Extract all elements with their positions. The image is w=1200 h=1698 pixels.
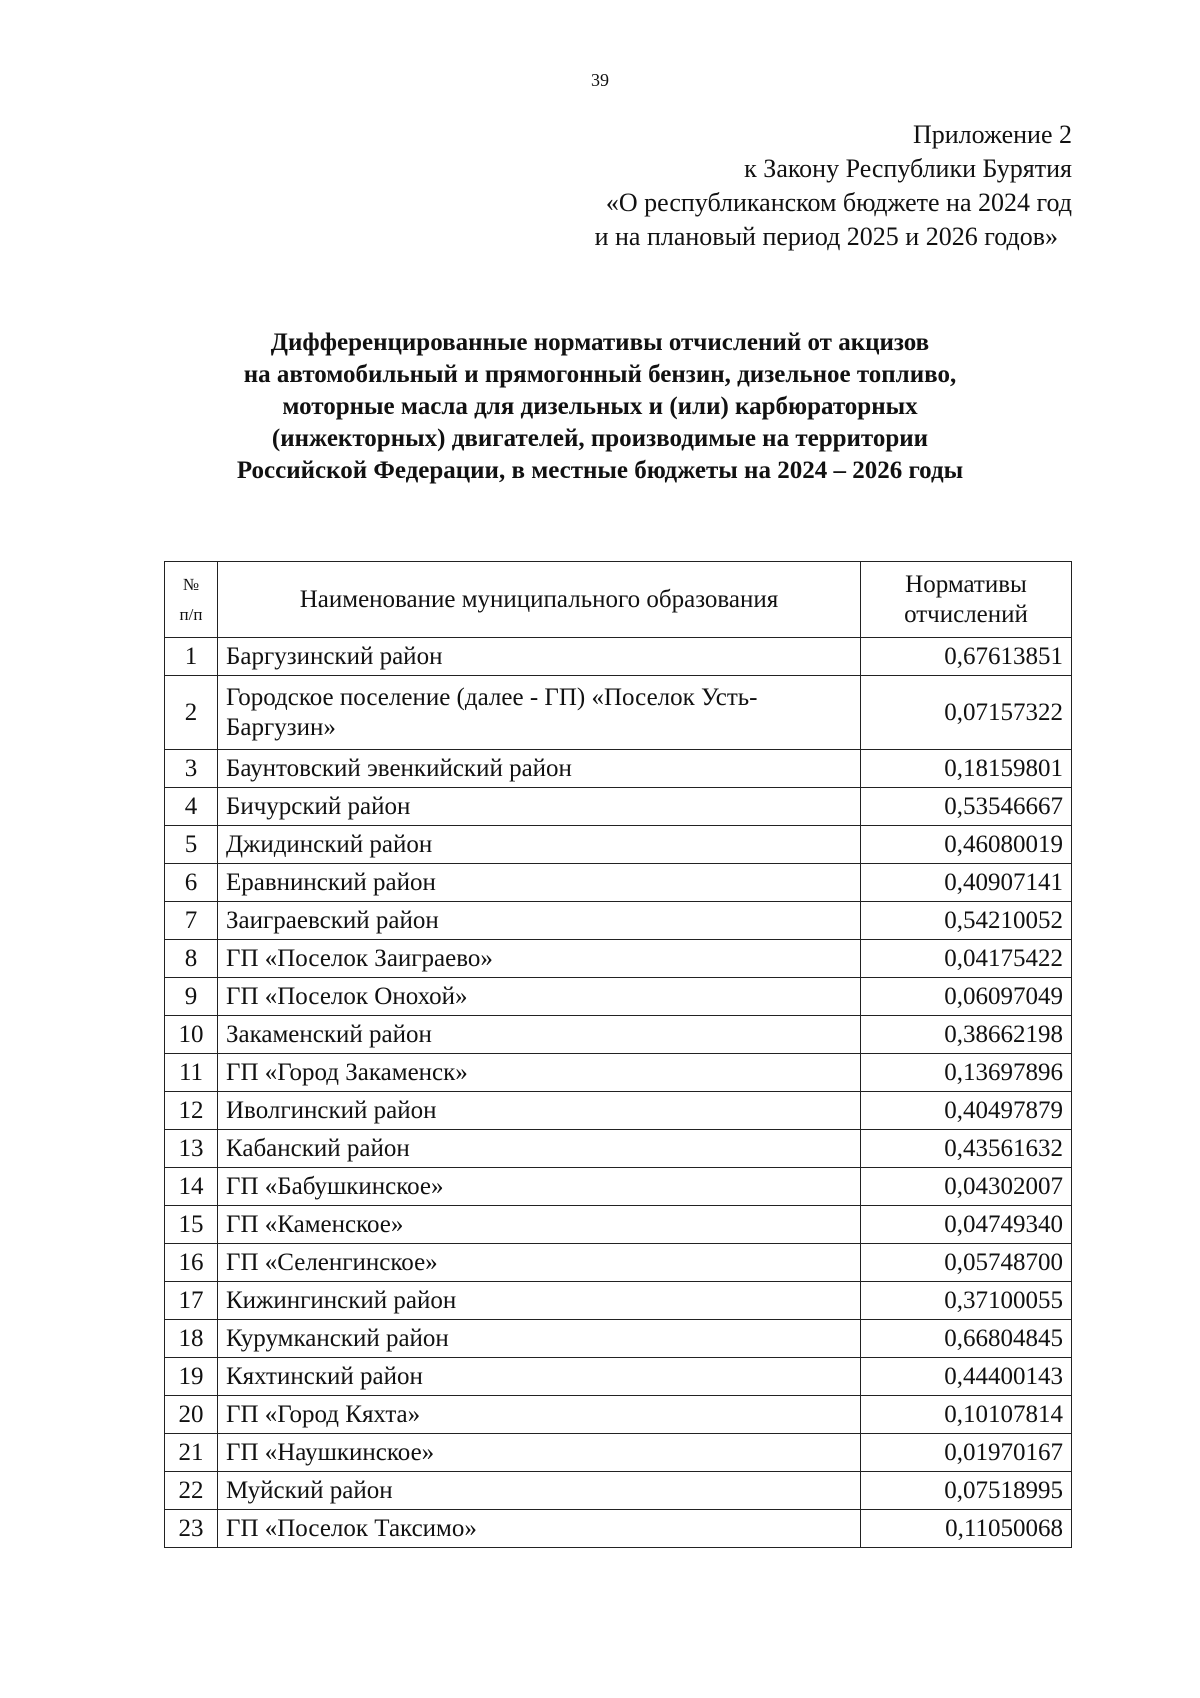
row-name: Закаменский район bbox=[218, 1016, 861, 1054]
table-row bbox=[165, 978, 1072, 1016]
row-number: 5 bbox=[165, 826, 218, 864]
row-name: Курумканский район bbox=[218, 1320, 861, 1358]
appendix-line: и на плановый период 2025 и 2026 годов» bbox=[594, 222, 1058, 251]
row-name: Кижингинский район bbox=[218, 1282, 861, 1320]
title-line: моторные масла для дизельных и (или) карбюраторных bbox=[282, 393, 918, 420]
table-row bbox=[165, 1054, 1072, 1092]
row-value: 0,11050068 bbox=[861, 1510, 1072, 1548]
row-value: 0,04175422 bbox=[861, 940, 1072, 978]
row-number: 15 bbox=[165, 1206, 218, 1244]
row-name: ГП «Селенгинское» bbox=[218, 1244, 861, 1282]
row-value: 0,05748700 bbox=[861, 1244, 1072, 1282]
row-number: 10 bbox=[165, 1016, 218, 1054]
page-number: 39 bbox=[591, 70, 609, 90]
row-name: Муйский район bbox=[218, 1472, 861, 1510]
row-name: Джидинский район bbox=[218, 826, 861, 864]
row-number: 12 bbox=[165, 1092, 218, 1130]
table-row bbox=[165, 788, 1072, 826]
row-name: ГП «Наушкинское» bbox=[218, 1434, 861, 1472]
table-row bbox=[165, 1130, 1072, 1168]
row-name: Бичурский район bbox=[218, 788, 861, 826]
row-number: 21 bbox=[165, 1434, 218, 1472]
row-number: 14 bbox=[165, 1168, 218, 1206]
row-value: 0,66804845 bbox=[861, 1320, 1072, 1358]
header-name: Наименование муниципального образования bbox=[218, 562, 861, 638]
row-value: 0,07157322 bbox=[861, 676, 1072, 750]
title-line: (инжекторных) двигателей, производимые на территории bbox=[271, 425, 929, 452]
header-number-symbol: № bbox=[182, 574, 200, 594]
table-row bbox=[165, 1472, 1072, 1510]
row-name: Баунтовский эвенкийский район bbox=[218, 750, 861, 788]
table-row bbox=[165, 1092, 1072, 1130]
row-name: Еравнинский район bbox=[218, 864, 861, 902]
table-row bbox=[165, 676, 1072, 750]
row-name: Кабанский район bbox=[218, 1130, 861, 1168]
row-name: ГП «Бабушкинское» bbox=[218, 1168, 861, 1206]
row-value: 0,04302007 bbox=[861, 1168, 1072, 1206]
row-number: 17 bbox=[165, 1282, 218, 1320]
row-value: 0,43561632 bbox=[861, 1130, 1072, 1168]
row-name: Заиграевский район bbox=[218, 902, 861, 940]
row-value: 0,13697896 bbox=[861, 1054, 1072, 1092]
row-value: 0,06097049 bbox=[861, 978, 1072, 1016]
header-value-line: отчислений bbox=[904, 600, 1028, 628]
row-number: 3 bbox=[165, 750, 218, 788]
row-number: 8 bbox=[165, 940, 218, 978]
row-value: 0,38662198 bbox=[861, 1016, 1072, 1054]
table-header-row bbox=[165, 562, 1072, 638]
table-row bbox=[165, 750, 1072, 788]
row-value: 0,37100055 bbox=[861, 1282, 1072, 1320]
row-name: Городское поселение (далее - ГП) «Поселок Усть-Баргузин» bbox=[218, 676, 861, 750]
table-row bbox=[165, 1244, 1072, 1282]
table-row bbox=[165, 1168, 1072, 1206]
appendix-header bbox=[595, 118, 1072, 254]
table-row bbox=[165, 940, 1072, 978]
row-number: 13 bbox=[165, 1130, 218, 1168]
row-number: 11 bbox=[165, 1054, 218, 1092]
row-number: 19 bbox=[165, 1358, 218, 1396]
table-row bbox=[165, 1396, 1072, 1434]
row-value: 0,54210052 bbox=[861, 902, 1072, 940]
appendix-line: к Закону Республики Бурятия bbox=[744, 154, 1072, 183]
table-row bbox=[165, 826, 1072, 864]
row-number: 20 bbox=[165, 1396, 218, 1434]
table-row bbox=[165, 638, 1072, 676]
table-row bbox=[165, 1282, 1072, 1320]
table-row bbox=[165, 1206, 1072, 1244]
header-number-abbr: п/п bbox=[179, 604, 203, 624]
appendix-line: Приложение 2 bbox=[912, 120, 1072, 149]
row-value: 0,53546667 bbox=[861, 788, 1072, 826]
document-title bbox=[0, 327, 1200, 487]
row-name: ГП «Поселок Заиграево» bbox=[218, 940, 861, 978]
row-number: 23 bbox=[165, 1510, 218, 1548]
row-value: 0,40907141 bbox=[861, 864, 1072, 902]
table-row bbox=[165, 1434, 1072, 1472]
header-number bbox=[165, 562, 218, 638]
row-number: 2 bbox=[165, 676, 218, 750]
row-number: 1 bbox=[165, 638, 218, 676]
table-row bbox=[165, 1510, 1072, 1548]
table-row bbox=[165, 1358, 1072, 1396]
row-name: ГП «Город Закаменск» bbox=[218, 1054, 861, 1092]
row-value: 0,46080019 bbox=[861, 826, 1072, 864]
appendix-line: «О республиканском бюджете на 2024 год bbox=[605, 188, 1072, 217]
title-line: Дифференцированные нормативы отчислений от акцизов bbox=[270, 329, 930, 356]
row-number: 9 bbox=[165, 978, 218, 1016]
row-value: 0,67613851 bbox=[861, 638, 1072, 676]
table-row bbox=[165, 1016, 1072, 1054]
row-value: 0,04749340 bbox=[861, 1206, 1072, 1244]
title-line: на автомобильный и прямогонный бензин, дизельное топливо, bbox=[243, 361, 957, 388]
row-value: 0,18159801 bbox=[861, 750, 1072, 788]
row-name: Баргузинский район bbox=[218, 638, 861, 676]
row-name: ГП «Поселок Онохой» bbox=[218, 978, 861, 1016]
title-line: Российской Федерации, в местные бюджеты на 2024 – 2026 годы bbox=[236, 457, 964, 484]
norms-table bbox=[164, 561, 1072, 1548]
row-value: 0,44400143 bbox=[861, 1358, 1072, 1396]
row-number: 22 bbox=[165, 1472, 218, 1510]
row-name: ГП «Город Кяхта» bbox=[218, 1396, 861, 1434]
table-row bbox=[165, 902, 1072, 940]
row-name: ГП «Каменское» bbox=[218, 1206, 861, 1244]
row-number: 4 bbox=[165, 788, 218, 826]
header-value-line: Нормативы bbox=[905, 570, 1027, 598]
row-value: 0,10107814 bbox=[861, 1396, 1072, 1434]
row-value: 0,40497879 bbox=[861, 1092, 1072, 1130]
row-number: 7 bbox=[165, 902, 218, 940]
row-value: 0,01970167 bbox=[861, 1434, 1072, 1472]
row-number: 16 bbox=[165, 1244, 218, 1282]
row-name: ГП «Поселок Таксимо» bbox=[218, 1510, 861, 1548]
table-row bbox=[165, 1320, 1072, 1358]
row-name: Иволгинский район bbox=[218, 1092, 861, 1130]
row-number: 6 bbox=[165, 864, 218, 902]
row-value: 0,07518995 bbox=[861, 1472, 1072, 1510]
table-row bbox=[165, 864, 1072, 902]
row-number: 18 bbox=[165, 1320, 218, 1358]
row-name: Кяхтинский район bbox=[218, 1358, 861, 1396]
header-value bbox=[861, 562, 1072, 638]
